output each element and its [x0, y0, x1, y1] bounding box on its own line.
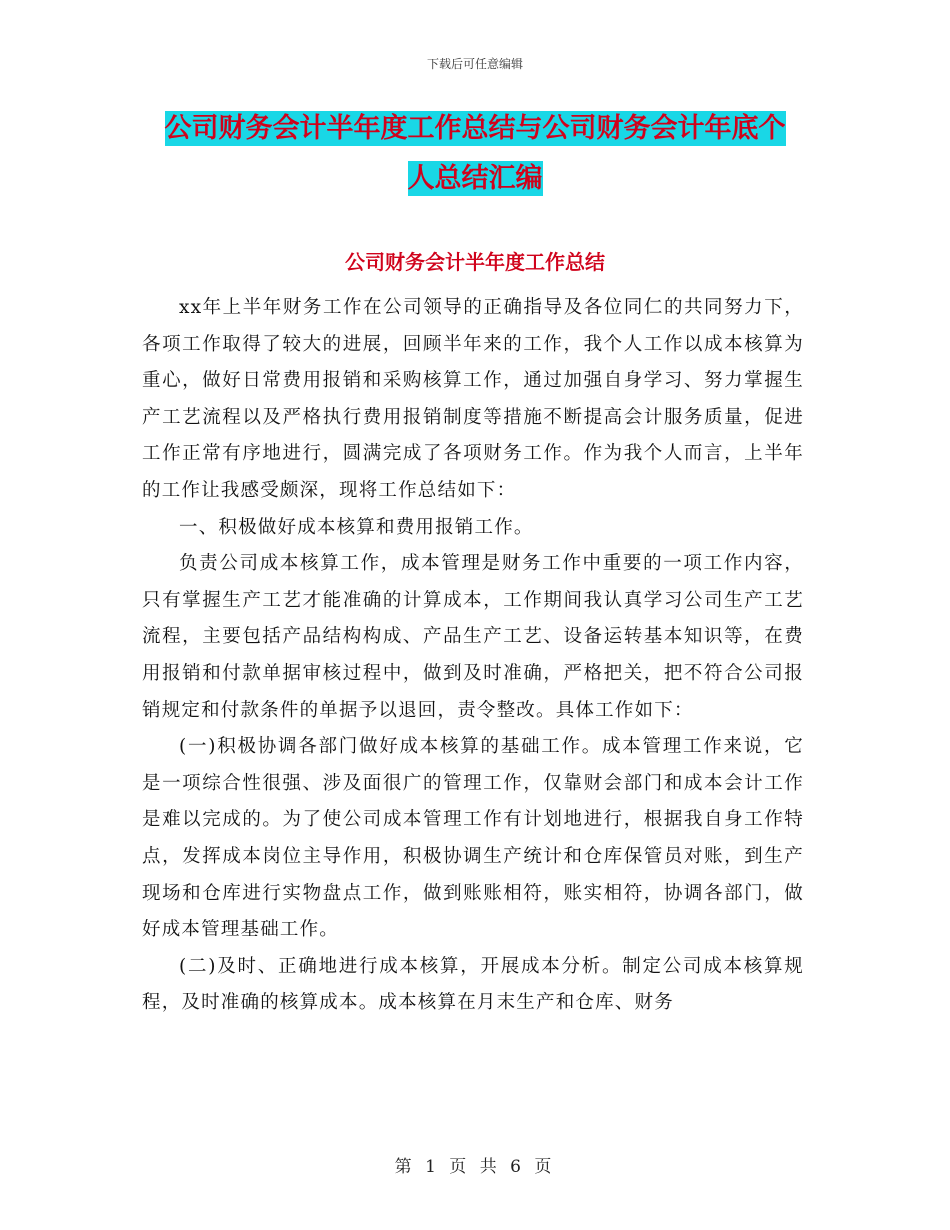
section-title: 公司财务会计半年度工作总结 — [345, 250, 605, 274]
paragraph-heading-1: 一、积极做好成本核算和费用报销工作。 — [179, 516, 534, 538]
body-text — [142, 290, 804, 1022]
paragraph-item-1: (一)积极协调各部门做好成本核算的基础工作。成本管理工作来说，它是一项综合性很强、涉及面很广的管理工作，仅靠财会部门和成本会计工作是难以完成的。为了使公司成本管理工作有计划地进行，根据我自身工作特点，发挥成本岗位主导作用，积极协调生产统计和仓库保管员对账，到生产现场和仓库进行实物盘点工作，做到账账相符，账实相符，协调各部门，做好成本管理基础工作。 — [142, 736, 804, 941]
page-number: 第 1 页 共 6 页 — [394, 1157, 556, 1177]
document-title — [0, 104, 950, 204]
document-title-line-1: 公司财务会计半年度工作总结与公司财务会计年底个 — [164, 113, 786, 144]
paragraph-intro: xx年上半年财务工作在公司领导的正确指导及各位同仁的共同努力下，各项工作取得了较大的进展，回顾半年来的工作，我个人工作以成本核算为重心，做好日常费用报销和采购核算工作，通过加强自身学习、努力掌握生产工艺流程以及严格执行费用报销制度等措施不断提高会计服务质量，促进工作正常有序地进行，圆满完成了各项财务工作。作为我个人而言，上半年的工作让我感受颇深，现将工作总结如下： — [142, 297, 804, 501]
document-title-line-2: 人总结汇编 — [407, 163, 543, 194]
header-note: 下载后可任意编辑 — [426, 57, 523, 71]
paragraph-cost-accounting: 负责公司成本核算工作，成本管理是财务工作中重要的一项工作内容，只有掌握生产工艺才能准确的计算成本，工作期间我认真学习公司生产工艺流程，主要包括产品结构构成、产品生产工艺、设备运转基本知识等，在费用报销和付款单据审核过程中，做到及时准确，严格把关，把不符合公司报销规定和付款条件的单据予以退回，责令整改。具体工作如下： — [142, 553, 804, 721]
paragraph-item-2: (二)及时、正确地进行成本核算，开展成本分析。制定公司成本核算规程，及时准确的核算成本。成本核算在月末生产和仓库、财务 — [142, 955, 804, 1014]
